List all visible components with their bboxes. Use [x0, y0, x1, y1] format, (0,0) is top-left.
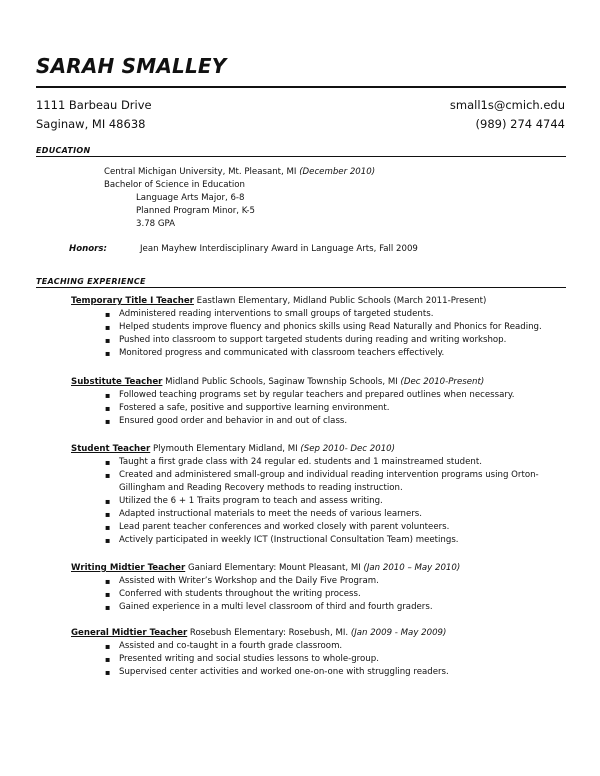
- job-duties-list: [71, 575, 571, 614]
- duty-item: [71, 588, 571, 601]
- job-header: [71, 627, 571, 640]
- job-employer: Eastlawn Elementary, Midland Public Schools (March 2011-Present): [193, 296, 487, 306]
- applicant-name: SARAH SMALLEY: [36, 54, 227, 78]
- contact-block: [450, 96, 565, 134]
- job-employer: Rosebush Elementary: Rosebush, MI.: [187, 628, 351, 638]
- duty-text: Administered reading interventions to small groups of targeted students.: [119, 309, 434, 319]
- duty-text: Followed teaching programs set by regular teachers and prepared outlines when necessary.: [119, 390, 515, 400]
- duty-text: Assisted with Writer’s Workshop and the Daily Five Program.: [119, 576, 379, 586]
- bullet-icon: ▪: [105, 536, 111, 545]
- job-entry: [71, 562, 571, 614]
- job-header: [71, 295, 571, 308]
- bullet-icon: ▪: [105, 655, 111, 664]
- bullet-icon: ▪: [105, 577, 111, 586]
- bullet-icon: ▪: [105, 323, 111, 332]
- duty-item: [71, 308, 571, 321]
- honors-text: Jean Mayhew Interdisciplinary Award in Language Arts, Fall 2009: [140, 244, 418, 254]
- job-duties-list: [71, 308, 571, 360]
- address-block: [36, 96, 152, 134]
- duty-item: [71, 640, 571, 653]
- job-employer: Plymouth Elementary Midland, MI: [150, 444, 301, 454]
- duty-item: [71, 601, 571, 614]
- bullet-icon: ▪: [105, 404, 111, 413]
- gpa: 3.78 GPA: [136, 219, 176, 229]
- job-duties-list: [71, 456, 571, 547]
- job-entry: [71, 376, 571, 428]
- bullet-icon: ▪: [105, 668, 111, 677]
- bullet-icon: ▪: [105, 642, 111, 651]
- bullet-icon: ▪: [105, 417, 111, 426]
- job-entry: [71, 627, 571, 679]
- name-divider: [36, 86, 566, 88]
- phone-number: (989) 274 4744: [475, 117, 565, 131]
- duty-item: [71, 666, 571, 679]
- duty-item: [71, 347, 571, 360]
- email-address: small1s@cmich.edu: [449, 98, 565, 112]
- duty-text: Fostered a safe, positive and supportive learning environment.: [119, 403, 390, 413]
- job-dates: (Jan 2010 – May 2010): [363, 563, 461, 573]
- education-heading-label: EDUCATION: [36, 146, 91, 155]
- bullet-icon: ▪: [105, 497, 111, 506]
- major: Language Arts Major, 6-8: [136, 193, 245, 203]
- duty-item: [71, 415, 571, 428]
- duty-text: Assisted and co-taught in a fourth grade classroom.: [119, 641, 343, 651]
- job-title: Temporary Title I Teacher: [71, 296, 194, 306]
- job-duties-list: [71, 389, 571, 428]
- bullet-icon: ▪: [105, 336, 111, 345]
- duty-text: Lead parent teacher conferences and worked closely with parent volunteers.: [119, 522, 450, 532]
- job-header: [71, 443, 571, 456]
- job-duties-list: [71, 640, 571, 679]
- minor: Planned Program Minor, K-5: [136, 206, 255, 216]
- experience-heading: [36, 275, 566, 288]
- bullet-icon: ▪: [105, 471, 111, 480]
- job-header: [71, 376, 571, 389]
- duty-item: [71, 495, 571, 508]
- duty-item: [71, 521, 571, 534]
- bullet-icon: ▪: [105, 391, 111, 400]
- duty-text: Utilized the 6 + 1 Traits program to teach and assess writing.: [119, 496, 383, 506]
- job-entry: [71, 443, 571, 547]
- job-employer: Midland Public Schools, Saginaw Township Schools, MI: [162, 377, 401, 387]
- job-entry: [71, 295, 571, 360]
- job-title: Student Teacher: [71, 444, 151, 454]
- duty-item: [71, 534, 571, 547]
- bullet-icon: ▪: [105, 590, 111, 599]
- duty-text: Actively participated in weekly ICT (Instructional Consultation Team) meetings.: [119, 535, 459, 545]
- duty-item: [71, 402, 571, 415]
- bullet-icon: ▪: [105, 349, 111, 358]
- duty-item: [71, 389, 571, 402]
- street-address: 1111 Barbeau Drive: [36, 98, 152, 112]
- job-employer: Ganiard Elementary: Mount Pleasant, MI: [185, 563, 364, 573]
- duty-text: Pushed into classroom to support targeted students during reading and writing workshop.: [119, 335, 507, 345]
- duty-item: [71, 575, 571, 588]
- degree: Bachelor of Science in Education: [104, 180, 245, 190]
- city-address: Saginaw, MI 48638: [36, 117, 146, 131]
- duty-text: Taught a first grade class with 24 regular ed. students and 1 mainstreamed student.: [119, 457, 482, 467]
- duty-text: Presented writing and social studies lessons to whole-group.: [119, 654, 379, 664]
- bullet-icon: ▪: [105, 523, 111, 532]
- job-title: Substitute Teacher: [71, 377, 163, 387]
- duty-text: Created and administered small-group and individual reading intervention programs using Orton-Gillingham and Reading Recovery methods to reading instruction.: [119, 470, 539, 493]
- duty-text: Monitored progress and communicated with classroom teachers effectively.: [119, 348, 445, 358]
- bullet-icon: ▪: [105, 510, 111, 519]
- duty-text: Adapted instructional materials to meet the needs of various learners.: [119, 509, 422, 519]
- job-dates: (Jan 2009 - May 2009): [350, 628, 447, 638]
- education-heading: [36, 144, 566, 157]
- duty-item: [71, 334, 571, 347]
- duty-text: Supervised center activities and worked one-on-one with struggling readers.: [119, 667, 449, 677]
- experience-heading-label: TEACHING EXPERIENCE: [36, 277, 146, 286]
- job-header: [71, 562, 571, 575]
- school-name: Central Michigan University, Mt. Pleasant, MI: [104, 167, 297, 177]
- school-line: [104, 166, 375, 179]
- bullet-icon: ▪: [105, 310, 111, 319]
- duty-item: [71, 456, 571, 469]
- job-dates: (Dec 2010-Present): [400, 377, 485, 387]
- job-title: General Midtier Teacher: [71, 628, 188, 638]
- duty-text: Ensured good order and behavior in and out of class.: [119, 416, 348, 426]
- job-title: Writing Midtier Teacher: [71, 563, 186, 573]
- duty-text: Helped students improve fluency and phonics skills using Read Naturally and Phonics for Reading.: [119, 322, 542, 332]
- bullet-icon: ▪: [105, 458, 111, 467]
- honors-label: Honors:: [69, 244, 107, 254]
- school-date: (December 2010): [299, 167, 376, 177]
- duty-item: [71, 321, 571, 334]
- education-details: [104, 166, 375, 231]
- duty-text: Gained experience in a multi level classroom of third and fourth graders.: [119, 602, 433, 612]
- duty-item: [71, 653, 571, 666]
- duty-item: [71, 469, 571, 495]
- duty-text: Conferred with students throughout the writing process.: [119, 589, 361, 599]
- duty-item: [71, 508, 571, 521]
- bullet-icon: ▪: [105, 603, 111, 612]
- job-dates: (Sep 2010- Dec 2010): [300, 444, 395, 454]
